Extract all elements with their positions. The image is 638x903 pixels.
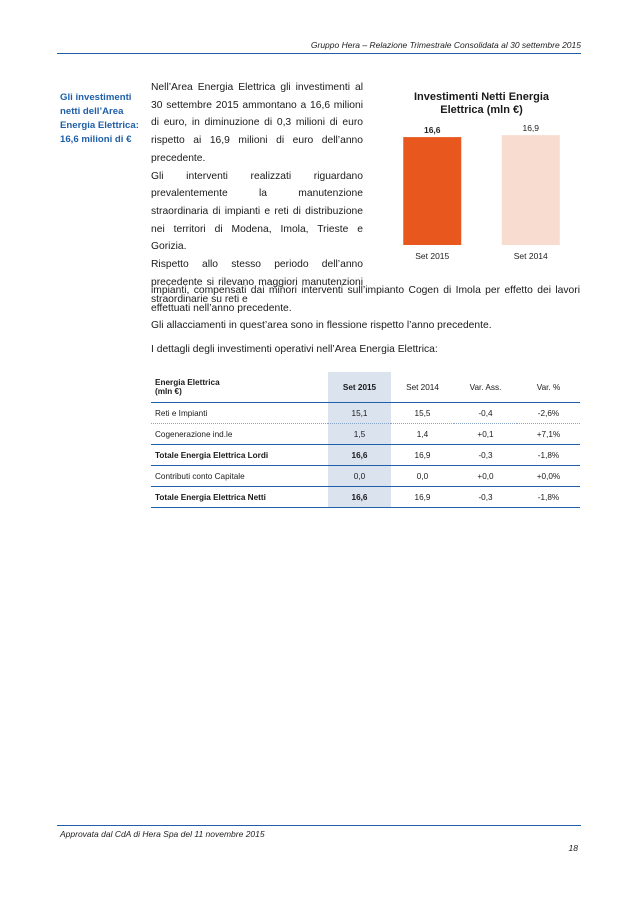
chart-bar: [403, 137, 461, 245]
chart-data-label: 16,9: [522, 123, 540, 134]
chart-svg: [383, 85, 580, 270]
row-label: Totale Energia Elettrica Lordi: [151, 445, 328, 466]
cell-var-abs: -0,3: [454, 445, 517, 466]
sidebar-line: Gli investimenti: [60, 92, 132, 103]
cell-var-abs: -0,4: [454, 403, 517, 424]
column-header: Set 2014: [406, 382, 439, 392]
row-label: Reti e Impianti: [151, 403, 328, 424]
cell-set2015: 0,0: [328, 466, 391, 487]
sidebar-summary: [60, 91, 142, 147]
cell-set2015: 15,1: [328, 403, 391, 424]
paragraph: Gli interventi realizzati riguardano prevalentemente la manutenzione straordinaria di impianti e reti di distribuzione nei territori di Modena, Imola, Trieste e Gorizia.: [151, 170, 363, 253]
cell-var-pct: +7,1%: [517, 424, 580, 445]
paragraph: Gli allacciamenti in quest’area sono in flessione rispetto l’anno precedente.: [151, 320, 492, 332]
cell-set2014: 0,0: [391, 466, 454, 487]
cell-var-abs: +0,0: [454, 466, 517, 487]
cell-set2015: 16,6: [328, 445, 391, 466]
chart-bar: [502, 135, 560, 245]
column-header: Set 2015: [328, 372, 391, 403]
cell-set2014: 15,5: [391, 403, 454, 424]
column-header: Var. Ass.: [469, 382, 502, 392]
row-label: Cogenerazione ind.le: [151, 424, 328, 445]
table-intro: I dettagli degli investimenti operativi nell’Area Energia Elettrica:: [151, 344, 438, 355]
chart-title-line: Investimenti Netti Energia: [413, 91, 550, 103]
table-row: [151, 466, 580, 487]
table-row: [151, 403, 580, 424]
paragraph: Rispetto allo stesso periodo dell’anno precedente si rilevano maggiori manutenzioni straordinarie su reti e: [151, 259, 363, 306]
cell-var-abs: +0,1: [454, 424, 517, 445]
row-label: Contributi conto Capitale: [151, 466, 328, 487]
footer-approval: Approvata dal CdA di Hera Spa del 11 novembre 2015: [60, 829, 265, 839]
chart-category-label: Set 2014: [513, 251, 548, 261]
cell-set2014: 16,9: [391, 487, 454, 508]
investment-chart: [383, 85, 580, 270]
table-row: [151, 424, 580, 445]
chart-category-label: Set 2015: [415, 251, 450, 261]
column-header: Var. %: [536, 382, 561, 392]
table-header-row: [151, 372, 580, 403]
investments-table: [151, 372, 580, 508]
cell-set2015: 16,6: [328, 487, 391, 508]
cell-set2014: 16,9: [391, 445, 454, 466]
cell-var-pct: -1,8%: [517, 487, 580, 508]
cell-var-pct: +0,0%: [517, 466, 580, 487]
chart-data-label: 16,6: [423, 125, 441, 136]
paragraph: Nell’Area Energia Elettrica gli investimenti al 30 settembre 2015 ammontano a 16,6 milioni di euro, in diminuzione di 0,3 milioni di euro rispetto ai 16,9 milioni di euro dell’anno precedente.: [151, 82, 363, 164]
table-header-label: [151, 372, 328, 403]
page-number: 18: [568, 843, 578, 853]
sidebar-line: Energia Elettrica:: [60, 120, 139, 131]
table-total-row: [151, 445, 580, 466]
sidebar-line: netti dell’Area: [60, 106, 124, 117]
cell-var-abs: -0,3: [454, 487, 517, 508]
cell-set2015: 1,5: [328, 424, 391, 445]
chart-title-line: Elettrica (mln €): [440, 104, 523, 116]
footer-divider: [57, 825, 581, 826]
table-total-row: [151, 487, 580, 508]
header-divider: [57, 53, 581, 54]
cell-set2014: 1,4: [391, 424, 454, 445]
sidebar-line: 16,6 milioni di €: [60, 134, 132, 145]
cell-var-pct: -1,8%: [517, 445, 580, 466]
row-label: Totale Energia Elettrica Netti: [151, 487, 328, 508]
header-title: Gruppo Hera – Relazione Trimestrale Consolidata al 30 settembre 2015: [310, 40, 581, 50]
paragraph: impianti, compensati dai minori interventi sull’impianto Cogen di Imola per effetto dei lavori effettuati nell’anno precedente.: [151, 285, 580, 314]
header-label-line: Energia Elettrica: [155, 378, 220, 387]
body-text-narrow: [151, 79, 363, 309]
body-text-wide: [151, 282, 580, 335]
header-label-line: (mln €): [155, 387, 182, 396]
cell-var-pct: -2,6%: [517, 403, 580, 424]
